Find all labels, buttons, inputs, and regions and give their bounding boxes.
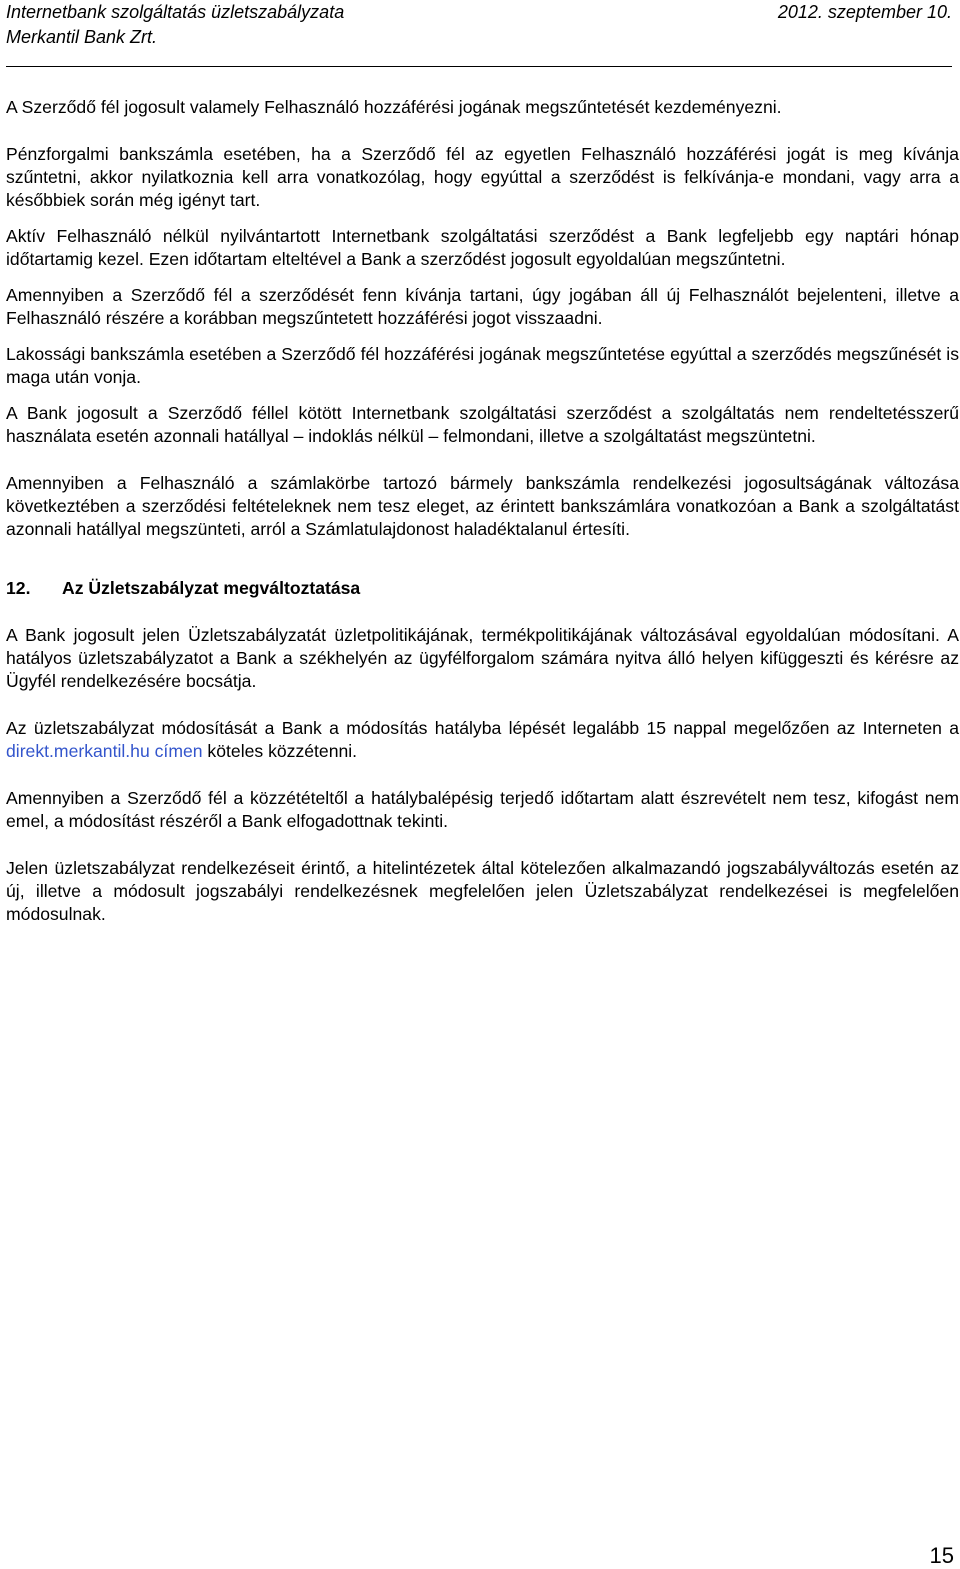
document-date: 2012. szeptember 10. bbox=[777, 2, 952, 22]
paragraph: A Bank jogosult jelen Üzletszabályzatát üzletpolitikájának, termékpolitikájának változásával egyoldalúan módosítani. A hatályos üzletszabályzatot a Bank a székhelyén az ügyfélforgalom számára nyitva álló helyen kifüggeszti és kérésre az Ügyfél rendelkezésére bocsátja. bbox=[6, 625, 959, 691]
paragraph: Jelen üzletszabályzat rendelkezéseit érintő, a hitelintézetek által kötelezően alkalmazandó jogszabályváltozás esetén az új, illetve a módosult jogszabályi rendelkezésnek megfelelően jelen Üzletszabályzat rendelkezései is megfelelően módosulnak. bbox=[6, 858, 959, 924]
page-number: 15 bbox=[929, 1543, 954, 1568]
paragraph: Lakossági bankszámla esetében a Szerződő fél hozzáférési jogának megszűntetése egyúttal a szerződés megszűnését is maga után vonja. bbox=[6, 344, 959, 387]
header-divider bbox=[6, 66, 952, 67]
paragraph: Amennyiben a Szerződő fél a közzétételtől a hatálybalépésig terjedő időtartam alatt észrevételt nem tesz, kifogást nem emel, a módosítást részéről a Bank elfogadottnak tekinti. bbox=[6, 788, 959, 831]
section-heading bbox=[6, 577, 959, 600]
company-name: Merkantil Bank Zrt. bbox=[6, 27, 158, 47]
paragraph: Aktív Felhasználó nélkül nyilvántartott Internetbank szolgáltatási szerződést a Bank legfeljebb egy naptári hónap időtartamig kezel. Ezen időtartam elteltével a Bank a szerződést jogosult egyoldalúan megszűntetni. bbox=[6, 226, 959, 269]
website-link[interactable]: direkt.merkantil.hu címen bbox=[6, 741, 203, 761]
header-top-row bbox=[6, 0, 952, 25]
paragraph: Amennyiben a Felhasználó a számlakörbe tartozó bármely bankszámla rendelkezési jogosultságának változása következtében a szerződési feltételeknek nem tesz eleget, az érintett bankszámlára vonatkozóan a Bank a szolgáltatást azonnali hatállyal megszünteti, arról a Számlatulajdonost haladéktalanul értesíti. bbox=[6, 473, 959, 539]
page-header bbox=[6, 0, 952, 50]
paragraph-text: Az üzletszabályzat módosítását a Bank a módosítás hatályba lépését legalább 15 nappal megelőzően az Interneten a bbox=[6, 718, 959, 738]
paragraph-text: köteles közzétenni. bbox=[202, 741, 358, 761]
paragraph: Pénzforgalmi bankszámla esetében, ha a Szerződő fél az egyetlen Felhasználó hozzáférési jogát is meg kívánja szűntetni, akkor nyilatkoznia kell arra vonatkozólag, hogy egyúttal a szerződést is felkívánja-e mondani, vagy arra a későbbiek során még igényt tart. bbox=[6, 144, 959, 210]
section-title: Az Üzletszabályzat megváltoztatása bbox=[62, 578, 361, 598]
paragraph: A Bank jogosult a Szerződő féllel kötött Internetbank szolgáltatási szerződést a szolgáltatás nem rendeltetésszerű használata esetén azonnali hatállyal – indoklás nélkül – felmondani, illetve a szolgáltatást megszüntetni. bbox=[6, 403, 959, 446]
paragraph: A Szerződő fél jogosult valamely Felhasználó hozzáférési jogának megszűntetését kezdeményezni. bbox=[6, 97, 782, 117]
document-title: Internetbank szolgáltatás üzletszabályzata bbox=[6, 2, 345, 22]
paragraph bbox=[6, 717, 959, 763]
section-number: 12. bbox=[6, 578, 31, 598]
paragraph: Amennyiben a Szerződő fél a szerződését fenn kívánja tartani, úgy jogában áll új Felhasználót bejelenteni, illetve a Felhasználó részére a korábban megszűntetett hozzáférési jogot visszaadni. bbox=[6, 285, 959, 328]
document-body bbox=[6, 96, 959, 950]
